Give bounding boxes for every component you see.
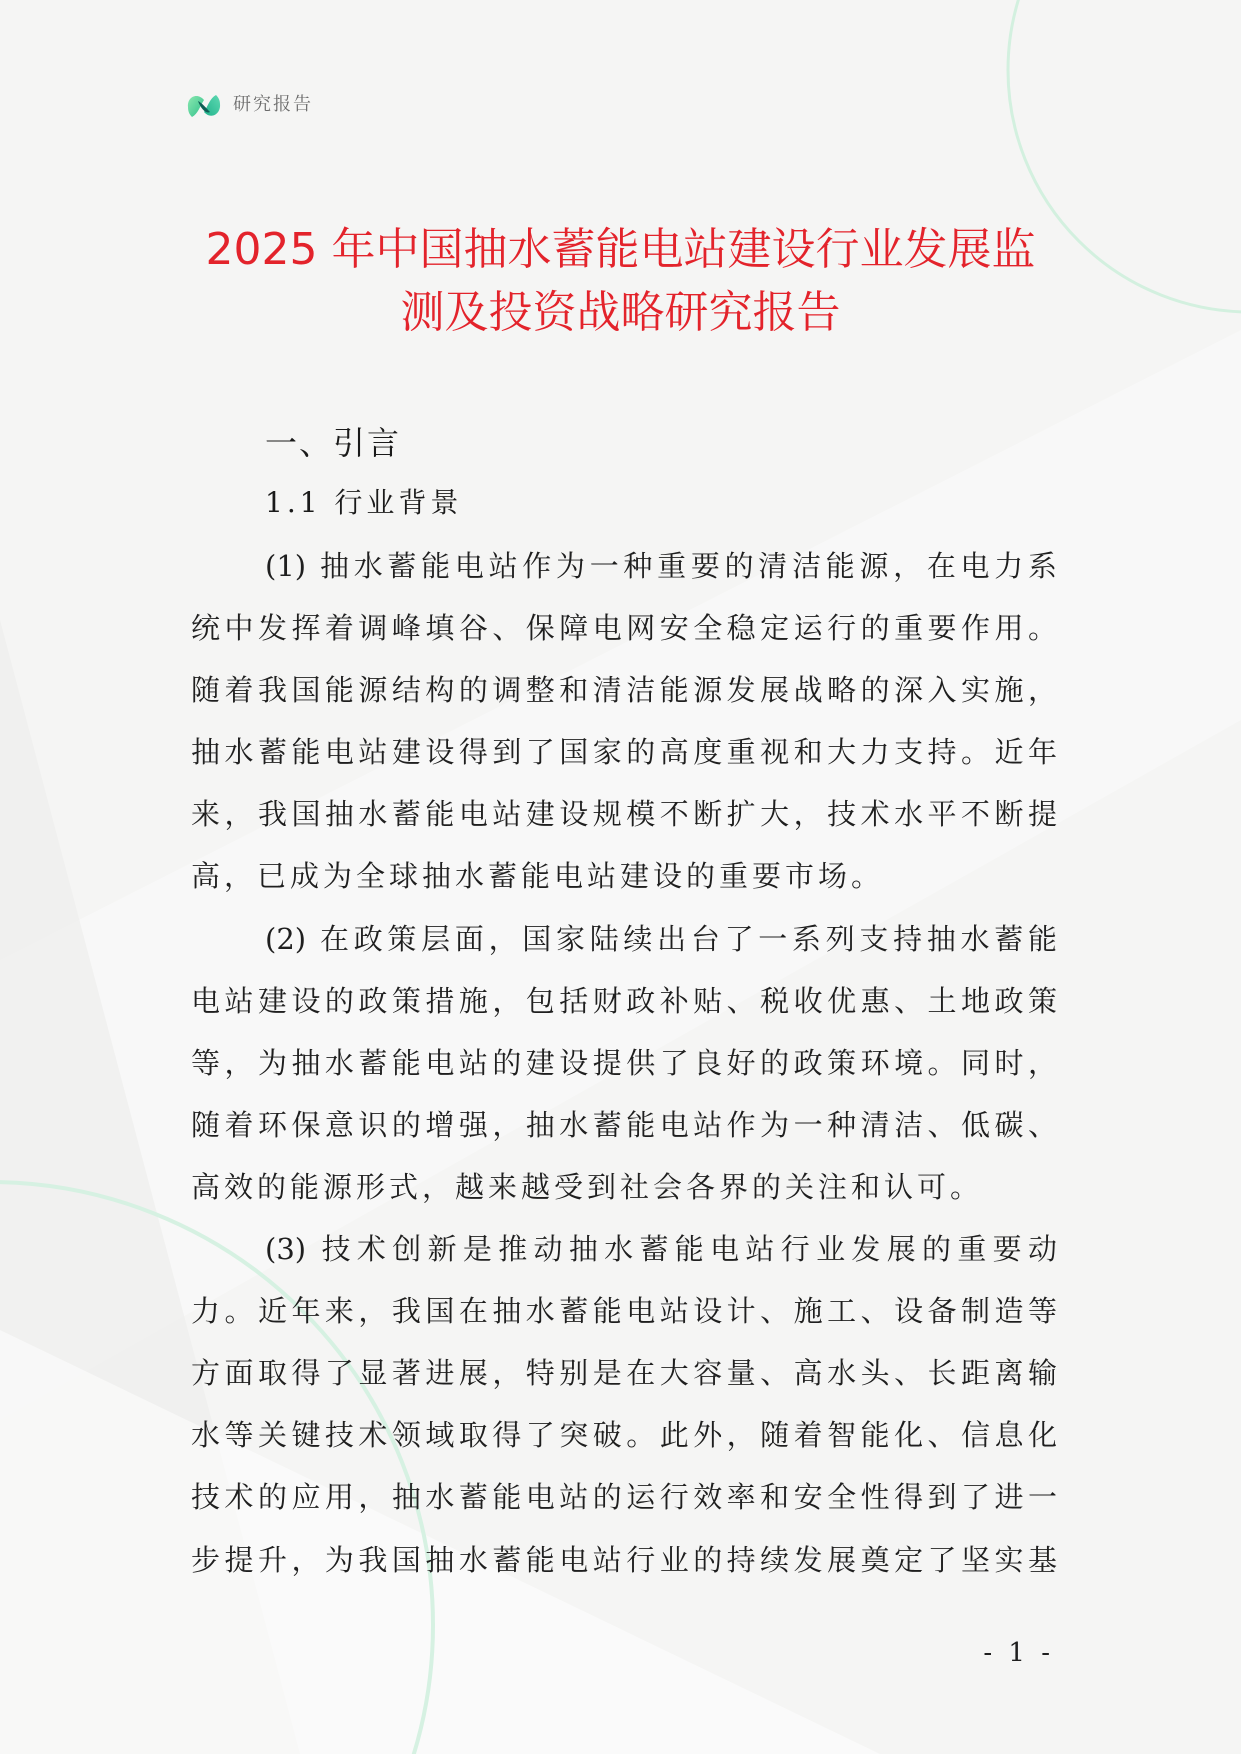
body-text <box>191 535 1057 1591</box>
paragraph-line: 电站建设的政策措施，包括财政补贴、税收优惠、土地政策 <box>191 983 1057 1018</box>
paragraph-line: 步提升，为我国抽水蓄能电站行业的持续发展奠定了坚实基 <box>191 1542 1057 1577</box>
section-heading: 一、引言 <box>265 424 402 462</box>
paragraph-line: (1) 抽水蓄能电站作为一种重要的清洁能源，在电力系 <box>265 549 1057 583</box>
paragraph-line: 力。近年来，我国在抽水蓄能电站设计、施工、设备制造等 <box>191 1294 1057 1329</box>
page-number: - 1 - <box>983 1638 1054 1668</box>
paragraph-line: 方面取得了显著进展，特别是在大容量、高水头、长距离输 <box>191 1356 1057 1391</box>
paragraph-3 <box>191 1218 1057 1591</box>
paragraph-line: 随着我国能源结构的调整和清洁能源发展战略的深入实施， <box>191 673 1057 708</box>
paragraph-line: 来，我国抽水蓄能电站建设规模不断扩大，技术水平不断提 <box>191 797 1057 832</box>
subsection-heading: 1.1 行业背景 <box>265 486 463 519</box>
paragraph-line: (3) 技术创新是推动抽水蓄能电站行业发展的重要动 <box>265 1232 1057 1267</box>
paragraph-line: 等，为抽水蓄能电站的建设提供了良好的政策环境。同时， <box>191 1045 1057 1080</box>
document-title <box>0 218 1241 344</box>
brand-logo-icon <box>186 90 222 122</box>
paragraph-line: 高效的能源形式，越来越受到社会各界的关注和认可。 <box>191 1169 984 1204</box>
paragraph-1 <box>191 535 1057 908</box>
brand-label: 研究报告 <box>233 94 313 115</box>
paragraph-line: (2) 在政策层面，国家陆续出台了一系列支持抽水蓄能 <box>265 921 1057 956</box>
title-line: 测及投资战略研究报告 <box>400 287 841 338</box>
paragraph-line: 水等关键技术领域取得了突破。此外，随着智能化、信息化 <box>191 1418 1057 1453</box>
paragraph-line: 随着环保意识的增强，抽水蓄能电站作为一种清洁、低碳、 <box>191 1107 1057 1142</box>
paragraph-2 <box>191 908 1057 1218</box>
paragraph-line: 高，已成为全球抽水蓄能电站建设的重要市场。 <box>191 859 885 894</box>
title-line: 2025 年中国抽水蓄能电站建设行业发展监 <box>205 224 1036 275</box>
paragraph-line: 统中发挥着调峰填谷、保障电网安全稳定运行的重要作用。 <box>191 611 1057 646</box>
paragraph-line: 抽水蓄能电站建设得到了国家的高度重视和大力支持。近年 <box>191 735 1057 770</box>
paragraph-line: 技术的应用，抽水蓄能电站的运行效率和安全性得到了进一 <box>191 1480 1057 1515</box>
